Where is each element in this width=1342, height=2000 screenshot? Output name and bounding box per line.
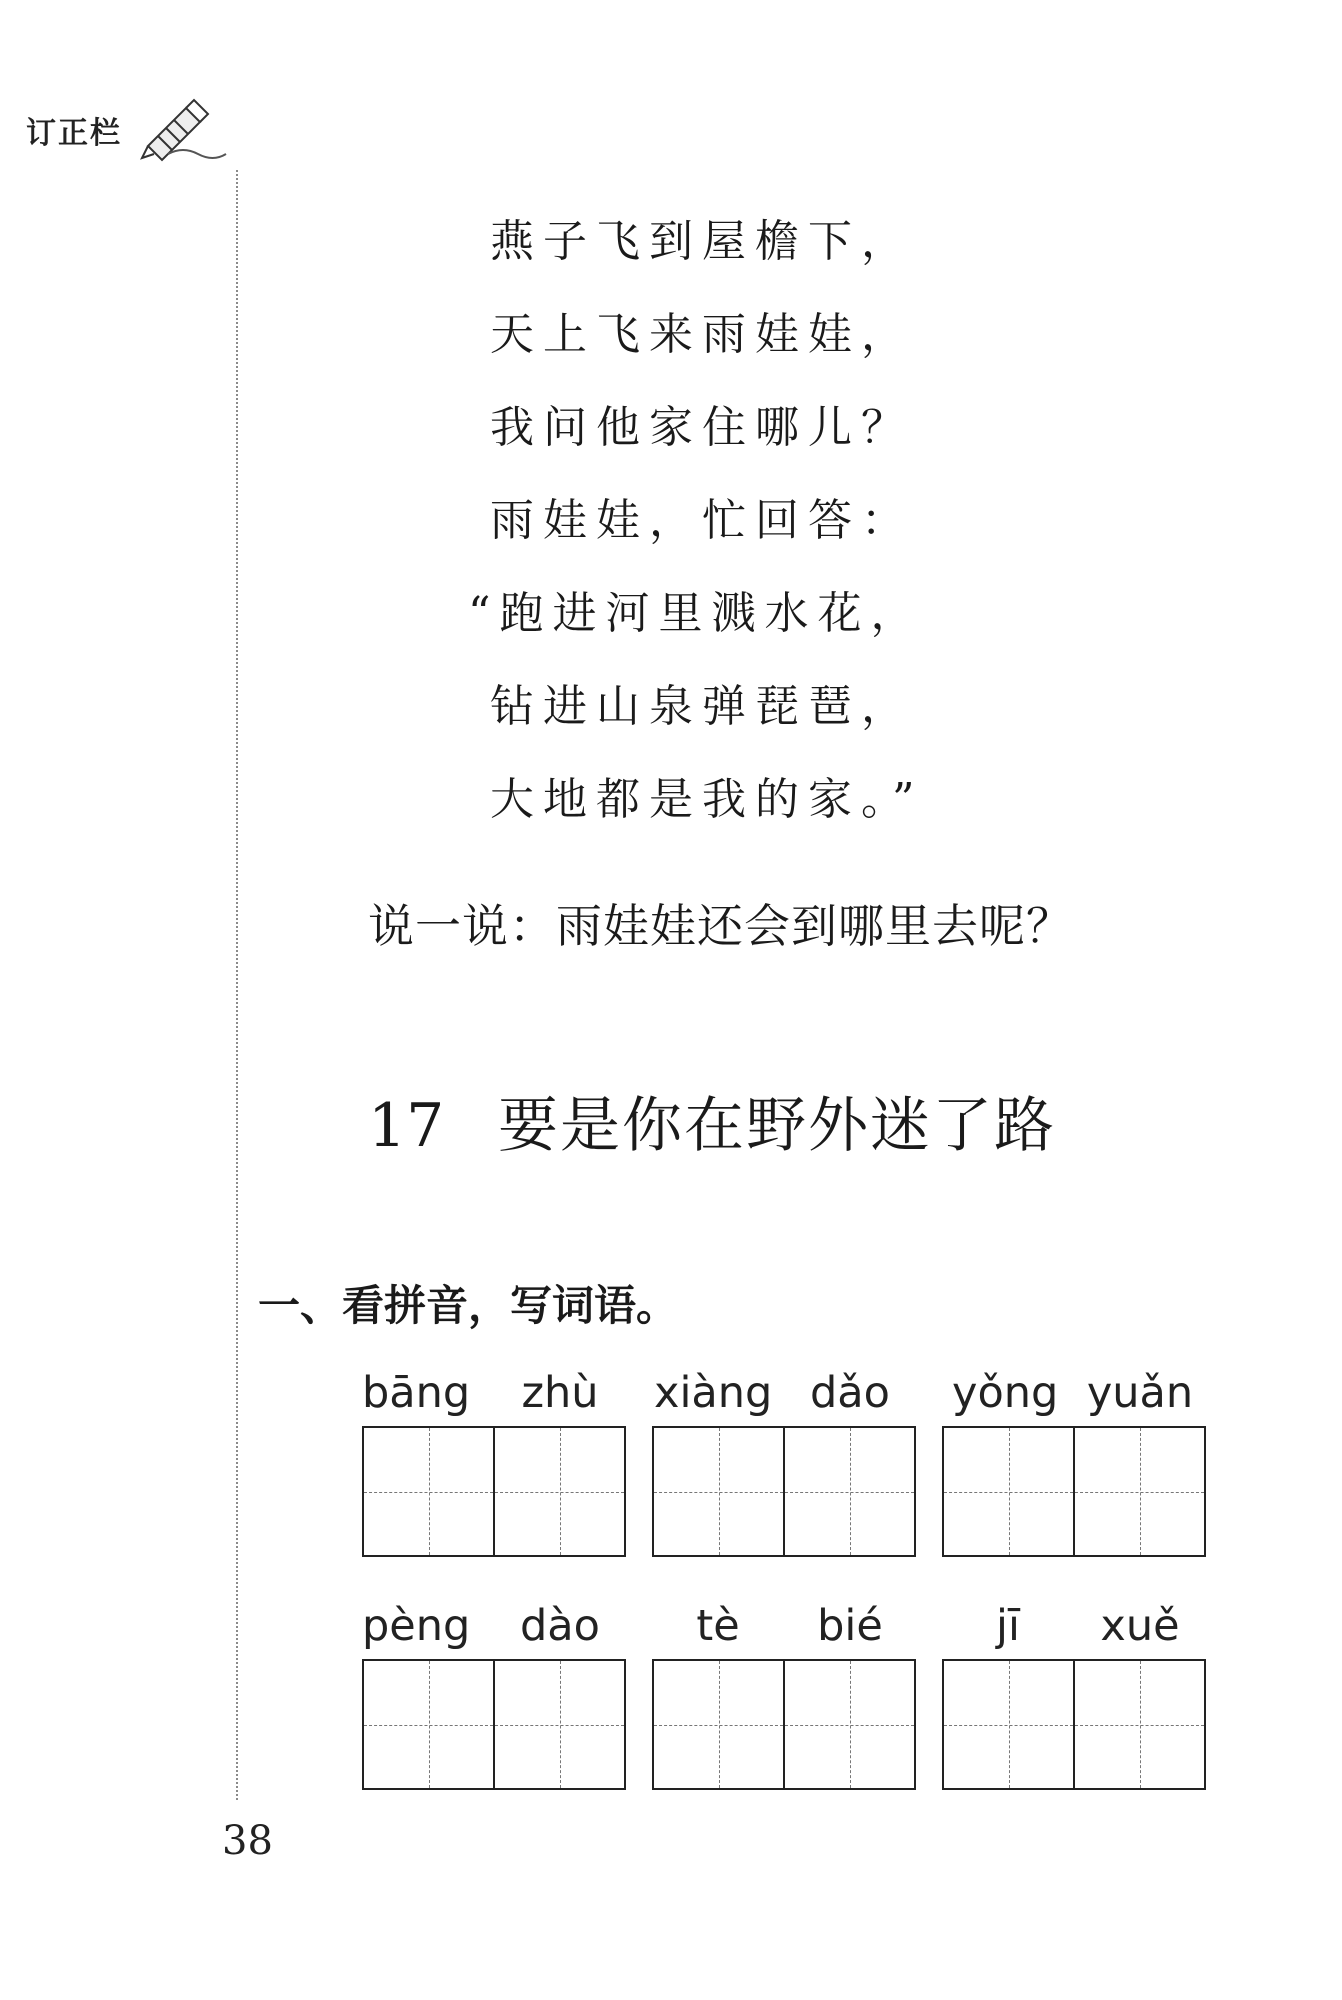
- pinyin-syllable: bāng: [362, 1368, 471, 1418]
- section-heading: 一、看拼音，写词语。: [258, 1281, 679, 1330]
- word-item: [652, 1601, 916, 1790]
- writing-cell[interactable]: [493, 1661, 624, 1788]
- writing-cell[interactable]: [783, 1428, 914, 1555]
- writing-cell[interactable]: [944, 1661, 1073, 1788]
- word-item: [362, 1601, 626, 1790]
- pinyin-syllable: jī: [996, 1601, 1020, 1651]
- writing-grid[interactable]: [942, 1659, 1206, 1790]
- pinyin-syllable: yuǎn: [1086, 1368, 1194, 1418]
- lesson-number: 17: [368, 1091, 445, 1161]
- poem-line: “跑进河里溅水花，: [468, 588, 924, 639]
- lesson-title: [368, 1078, 1056, 1164]
- writing-cell[interactable]: [654, 1428, 783, 1555]
- word-item: [362, 1368, 626, 1557]
- writing-cell[interactable]: [364, 1661, 493, 1788]
- poem-line: 钻进山泉弹琵琶，: [490, 681, 914, 732]
- pinyin-syllable: xiàng: [654, 1368, 773, 1418]
- writing-grid[interactable]: [652, 1659, 916, 1790]
- poem-line: 雨娃娃，忙回答：: [490, 495, 914, 546]
- word-item: [942, 1601, 1206, 1790]
- writing-cell[interactable]: [364, 1428, 493, 1555]
- pinyin-row: [942, 1601, 1206, 1653]
- writing-grid[interactable]: [362, 1659, 626, 1790]
- correction-margin-divider: [236, 170, 238, 1800]
- discussion-prompt: 说一说：雨娃娃还会到哪里去呢？: [368, 899, 1073, 953]
- poem-line: 我问他家住哪儿？: [490, 402, 914, 453]
- pinyin-syllable: yǒng: [952, 1368, 1059, 1418]
- pinyin-row: [362, 1601, 626, 1653]
- writing-grid[interactable]: [652, 1426, 916, 1557]
- writing-cell[interactable]: [783, 1661, 914, 1788]
- lesson-name: 要是你在野外迷了路: [498, 1091, 1056, 1161]
- writing-cell[interactable]: [654, 1661, 783, 1788]
- writing-cell[interactable]: [1073, 1428, 1204, 1555]
- pinyin-syllable: xuě: [1100, 1601, 1180, 1651]
- word-item: [652, 1368, 916, 1557]
- pinyin-row: [942, 1368, 1206, 1420]
- writing-grid[interactable]: [362, 1426, 626, 1557]
- writing-grid[interactable]: [942, 1426, 1206, 1557]
- writing-cell[interactable]: [944, 1428, 1073, 1555]
- pencil-icon: [138, 96, 228, 162]
- pinyin-syllable: tè: [696, 1601, 740, 1651]
- page-number: 38: [222, 1818, 273, 1864]
- word-item: [942, 1368, 1206, 1557]
- pinyin-row: [652, 1368, 916, 1420]
- pinyin-row: [362, 1368, 626, 1420]
- poem: [468, 205, 924, 856]
- pinyin-syllable: dào: [520, 1601, 600, 1651]
- correction-column-label: 订正栏: [26, 116, 122, 151]
- writing-cell[interactable]: [493, 1428, 624, 1555]
- poem-line: 大地都是我的家。”: [490, 774, 924, 825]
- pinyin-syllable: dǎo: [810, 1368, 890, 1418]
- pinyin-syllable: pèng: [362, 1601, 471, 1651]
- poem-line: 燕子飞到屋檐下，: [490, 216, 914, 267]
- pinyin-row: [652, 1601, 916, 1653]
- pinyin-syllable: bié: [817, 1601, 883, 1651]
- writing-cell[interactable]: [1073, 1661, 1204, 1788]
- pinyin-syllable: zhù: [521, 1368, 599, 1418]
- poem-line: 天上飞来雨娃娃，: [490, 309, 914, 360]
